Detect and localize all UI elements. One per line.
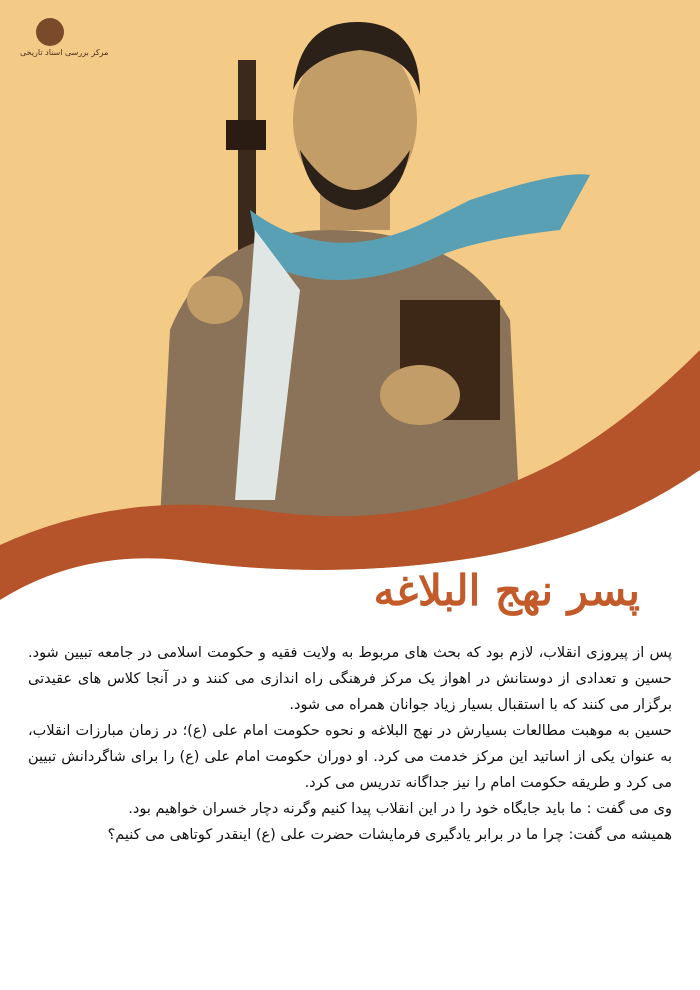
page-title: پسر نهج البلاغه [373,566,640,615]
paragraph: پس از پیروزی انقلاب، لازم بود که بحث های مربوط به ولایت فقیه و حکومت اسلامی در جامعه تبیین شود. حسین و تعدادی از دوستانش در اهواز یک مرکز فرهنگی راه اندازی می کنند و در آنجا کلاس های عقیدتی برگزار می کنند که با استقبال بسیار زیاد جوانان همراه می شود. [28,645,672,713]
paragraph: حسین به موهبت مطالعات بسیارش در نهج البلاغه و نحوه حکومت امام علی (ع)؛ در زمان مبارزات انقلاب، به عنوان یکی از اساتید این مرکز خدمت می کرد. او دوران حکومت امام علی (ع) را برای شاگردانش تبیین می کرد و طریقه حکومت امام را نیز جداگانه تدریس می کرد. [28,723,672,791]
publisher-logo-icon [36,18,64,46]
article-body [28,640,672,848]
paragraph: همیشه می گفت: چرا ما در برابر یادگیری فرمایشات حضرت علی (ع) اینقدر کوتاهی می کنیم؟ [107,827,672,843]
paragraph: وی می گفت : ما باید جایگاه خود را در این انقلاب پیدا کنیم وگرنه دچار خسران خواهیم بود. [128,801,672,817]
publisher-name: مرکز بررسی اسناد تاریخی [20,48,109,57]
